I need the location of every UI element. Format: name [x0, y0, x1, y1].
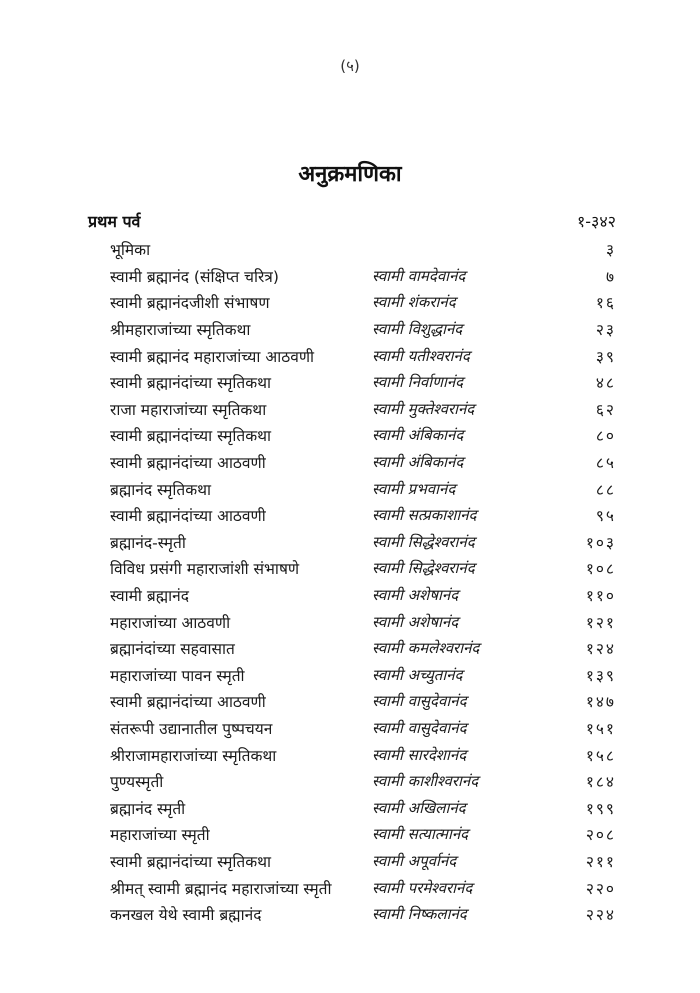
toc-entry-author: स्वामी अंबिकानंद	[372, 453, 464, 472]
table-of-contents	[110, 236, 616, 927]
toc-entry-page-number: २११	[585, 852, 616, 871]
toc-entry-title: महाराजांच्या स्मृती	[110, 826, 210, 845]
toc-entry-page-number: २३	[595, 321, 616, 340]
toc-entry-page-number: १५८	[585, 746, 616, 765]
toc-entry-page-number: ९५	[595, 507, 616, 526]
toc-entry	[110, 768, 616, 795]
toc-entry-page-number: १५१	[585, 719, 616, 738]
toc-entry-page-number: ३	[605, 241, 616, 260]
toc-entry-author: स्वामी सिद्धेश्वरानंद	[372, 559, 475, 578]
toc-entry	[110, 422, 616, 449]
toc-entry-title: स्वामी ब्रह्मानंदांच्या आठवणी	[110, 507, 266, 526]
toc-entry-author: स्वामी अंबिकानंद	[372, 426, 464, 445]
toc-entry-page-number: १२४	[585, 640, 616, 659]
toc-entry-title: स्वामी ब्रह्मानंदांच्या आठवणी	[110, 454, 266, 473]
toc-entry-page-number: ८५	[595, 454, 616, 473]
toc-entry-page-number: २०८	[585, 826, 616, 845]
toc-entry-page-number: ११०	[585, 587, 616, 606]
section-heading	[88, 208, 616, 234]
toc-entry-title: विविध प्रसंगी महाराजांशी संभाषणे	[110, 560, 300, 579]
toc-entry-author: स्वामी काशीश्वरानंद	[372, 772, 479, 791]
toc-entry	[110, 715, 616, 742]
toc-entry	[110, 635, 616, 662]
toc-entry-page-number: ४८	[595, 374, 616, 393]
toc-entry	[110, 662, 616, 689]
toc-entry-author: स्वामी विशुद्धानंद	[372, 320, 463, 339]
toc-entry-page-number: २२०	[585, 879, 616, 898]
toc-entry-title: ब्रह्मानंद-स्मृती	[110, 533, 186, 552]
toc-entry	[110, 688, 616, 715]
toc-entry-title: श्रीराजामहाराजांच्या स्मृतिकथा	[110, 746, 277, 765]
toc-entry-page-number: १८४	[585, 773, 616, 792]
toc-entry-page-number: १४७	[585, 693, 616, 712]
toc-entry-title: स्वामी ब्रह्मानंद महाराजांच्या आठवणी	[110, 347, 315, 366]
toc-entry-author: स्वामी अखिलानंद	[372, 798, 466, 817]
toc-entry-author: स्वामी निष्कलानंद	[372, 905, 467, 924]
toc-entry	[110, 874, 616, 901]
toc-entry-title: ब्रह्मानंद स्मृतिकथा	[110, 480, 212, 499]
toc-entry-author: स्वामी परमेश्वरानंद	[372, 878, 473, 897]
toc-entry-author: स्वामी अपूर्वानंद	[372, 851, 457, 870]
page-title: अनुक्रमणिका	[298, 162, 402, 187]
toc-entry-title: पुण्यस्मृती	[110, 773, 164, 792]
toc-entry-author: स्वामी प्रभवानंद	[372, 479, 456, 498]
toc-entry	[110, 369, 616, 396]
toc-entry-title: महाराजांच्या आठवणी	[110, 613, 231, 632]
toc-entry	[110, 342, 616, 369]
toc-entry-title: राजा महाराजांच्या स्मृतिकथा	[110, 400, 267, 419]
toc-entry	[110, 821, 616, 848]
toc-entry	[110, 475, 616, 502]
toc-entry-page-number: १६	[595, 294, 616, 313]
toc-entry-page-number: ८०	[595, 427, 616, 446]
toc-entry-author: स्वामी मुक्तेश्वरानंद	[372, 399, 475, 418]
toc-entry-author: स्वामी वासुदेवानंद	[372, 718, 467, 737]
toc-entry-author: स्वामी अशेषानंद	[372, 586, 459, 605]
toc-entry	[110, 741, 616, 768]
toc-entry-author: स्वामी कमलेश्वरानंद	[372, 639, 480, 658]
toc-entry-page-number: १९९	[585, 799, 616, 818]
toc-entry	[110, 529, 616, 556]
toc-entry-page-number: १३९	[585, 666, 616, 685]
page-number: (५)	[340, 57, 360, 75]
section-label: प्रथम पर्व	[88, 212, 141, 231]
toc-entry-title: महाराजांच्या पावन स्मृती	[110, 666, 245, 685]
toc-entry-title: ब्रह्मानंदांच्या सहवासात	[110, 640, 235, 659]
toc-entry-author: स्वामी निर्वाणानंद	[372, 373, 464, 392]
toc-entry	[110, 289, 616, 316]
toc-entry-title: स्वामी ब्रह्मानंद (संक्षिप्त चरित्र)	[110, 267, 279, 286]
toc-entry-title: संतरूपी उद्यानातील पुष्पचयन	[110, 719, 273, 738]
toc-entry	[110, 608, 616, 635]
toc-entry	[110, 263, 616, 290]
toc-entry-page-number: ६२	[595, 400, 616, 419]
toc-entry-author: स्वामी अशेषानंद	[372, 612, 459, 631]
toc-entry-title: स्वामी ब्रह्मानंदांच्या स्मृतिकथा	[110, 374, 272, 393]
toc-entry	[110, 236, 616, 263]
toc-entry-author: स्वामी अच्युतानंद	[372, 665, 463, 684]
toc-entry-page-number: २२४	[585, 906, 616, 925]
toc-entry	[110, 901, 616, 928]
toc-entry-page-number: ३९	[595, 347, 616, 366]
toc-entry-author: स्वामी शंकरानंद	[372, 293, 456, 312]
toc-entry	[110, 449, 616, 476]
toc-entry-author: स्वामी सिद्धेश्वरानंद	[372, 532, 475, 551]
toc-entry-title: ब्रह्मानंद स्मृती	[110, 799, 186, 818]
toc-entry	[110, 794, 616, 821]
toc-entry-title: स्वामी ब्रह्मानंद	[110, 587, 189, 606]
toc-entry	[110, 502, 616, 529]
toc-entry-author: स्वामी सारदेशानंद	[372, 745, 467, 764]
toc-entry-title: स्वामी ब्रह्मानंदजीशी संभाषण	[110, 294, 270, 313]
toc-entry	[110, 848, 616, 875]
toc-entry	[110, 396, 616, 423]
toc-entry-author: स्वामी वामदेवानंद	[372, 266, 466, 285]
toc-entry-page-number: ८८	[595, 480, 616, 499]
toc-entry-title: श्रीमत् स्वामी ब्रह्मानंद महाराजांच्या स्मृती	[110, 879, 332, 898]
toc-entry-title: श्रीमहाराजांच्या स्मृतिकथा	[110, 321, 251, 340]
section-page-range: १-३४२	[576, 212, 616, 231]
toc-entry-page-number: १२१	[585, 613, 616, 632]
toc-entry-title: स्वामी ब्रह्मानंदांच्या आठवणी	[110, 693, 266, 712]
toc-entry	[110, 555, 616, 582]
toc-entry	[110, 316, 616, 343]
toc-entry-page-number: १०८	[585, 560, 616, 579]
toc-entry-title: स्वामी ब्रह्मानंदांच्या स्मृतिकथा	[110, 852, 272, 871]
toc-entry-title: भूमिका	[110, 241, 151, 260]
toc-entry-page-number: ७	[605, 267, 616, 286]
toc-entry-page-number: १०३	[585, 533, 616, 552]
toc-entry-author: स्वामी वासुदेवानंद	[372, 692, 467, 711]
toc-entry-author: स्वामी सत्प्रकाशानंद	[372, 506, 477, 525]
toc-entry-title: कनखल येथे स्वामी ब्रह्मानंद	[110, 906, 262, 925]
toc-entry-title: स्वामी ब्रह्मानंदांच्या स्मृतिकथा	[110, 427, 272, 446]
toc-entry-author: स्वामी यतीश्वरानंद	[372, 346, 470, 365]
toc-entry	[110, 582, 616, 609]
toc-entry-author: स्वामी सत्यात्मानंद	[372, 825, 469, 844]
